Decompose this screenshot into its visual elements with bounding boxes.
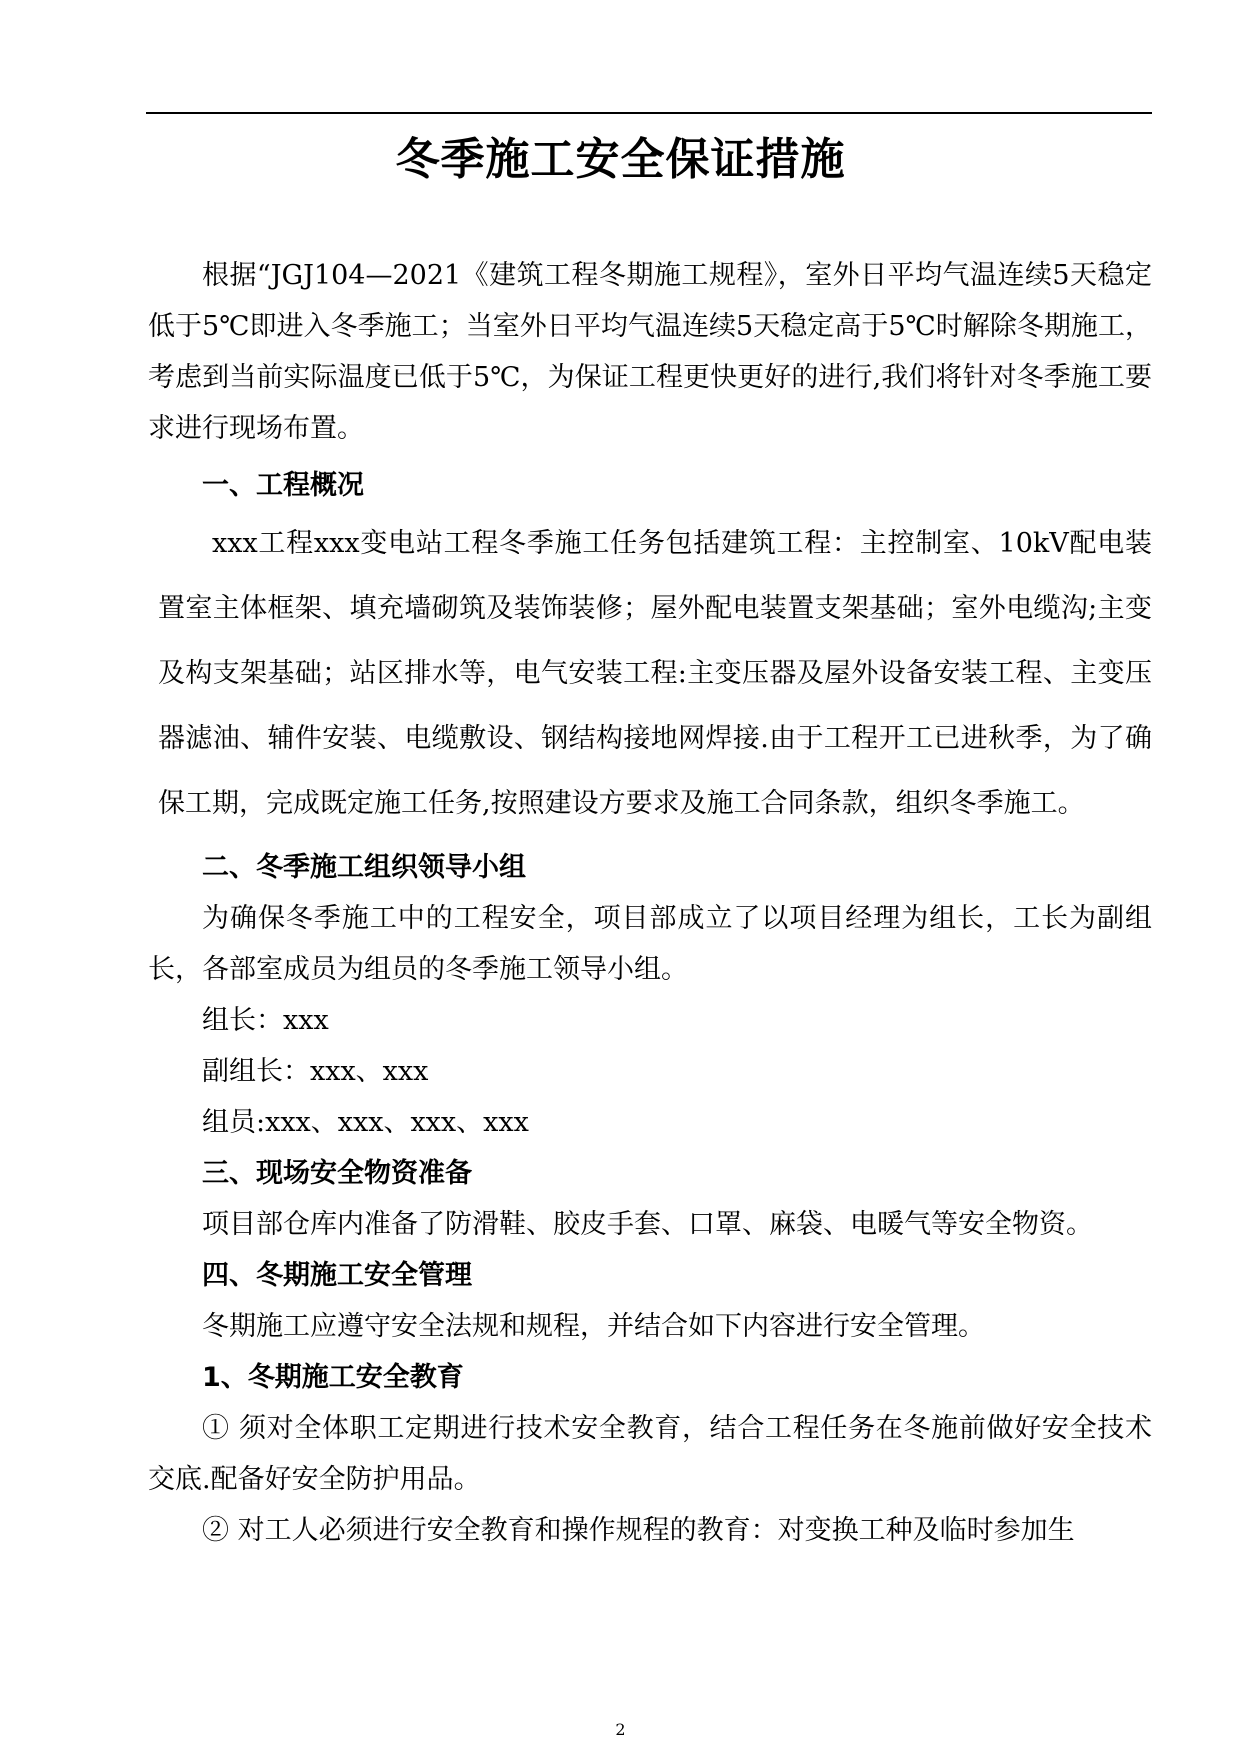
section-2-heading: 二、冬季施工组织领导小组 xyxy=(202,852,526,883)
section-4-paragraph: 冬期施工应遵守安全法规和规程，并结合如下内容进行安全管理。 xyxy=(202,1311,985,1342)
section-3-paragraph: 项目部仓库内准备了防滑鞋、胶皮手套、口罩、麻袋、电暖气等安全物资。 xyxy=(202,1209,1093,1240)
header-rule xyxy=(146,112,1152,114)
section-2-paragraph: 为确保冬季施工中的工程安全，项目部成立了以项目经理为组长，工长为副组长，各部室成员为组员的冬季施工领导小组。 xyxy=(148,903,1152,985)
section-4-heading: 四、冬期施工安全管理 xyxy=(202,1260,472,1291)
section-3-heading: 三、现场安全物资准备 xyxy=(202,1158,472,1189)
document-body xyxy=(148,250,1152,1556)
section-1-paragraph: xxx工程xxx变电站工程冬季施工任务包括建筑工程：主控制室、10kV配电装置室主体框架、填充墙砌筑及装饰装修；屋外配电装置支架基础；室外电缆沟;主变及构支架基础；站区排水等，电气安装工程:主变压器及屋外设备安装工程、主变压器滤油、辅件安装、电缆敷设、钢结构接地网焊接.由于工程开工已进秋季，为了确保工期，完成既定施工任务,按照建设方要求及施工合同条款，组织冬季施工。 xyxy=(158,528,1152,819)
group-leader-line: 组长：xxx xyxy=(202,1005,329,1036)
subsection-4-1-heading: 1、冬期施工安全教育 xyxy=(202,1362,464,1393)
intro-paragraph: 根据“JGJ104—2021《建筑工程冬期施工规程》，室外日平均气温连续5天稳定低于5℃即进入冬季施工；当室外日平均气温连续5天稳定高于5℃时解除冬期施工，考虑到当前实际温度已低于5℃，为保证工程更快更好的进行,我们将针对冬季施工要求进行现场布置。 xyxy=(148,260,1152,444)
education-item-2: ② 对工人必须进行安全教育和操作规程的教育：对变换工种及临时参加生 xyxy=(202,1515,1075,1546)
section-1-body xyxy=(148,511,1152,836)
document-title: 冬季施工安全保证措施 xyxy=(395,134,846,185)
section-1-heading: 一、工程概况 xyxy=(202,470,364,501)
deputy-leader-line: 副组长：xxx、xxx xyxy=(202,1056,429,1087)
members-line: 组员:xxx、xxx、xxx、xxx xyxy=(202,1107,529,1138)
page-number: 2 xyxy=(615,1720,626,1739)
education-item-1: ① 须对全体职工定期进行技术安全教育，结合工程任务在冬施前做好安全技术交底.配备好安全防护用品。 xyxy=(148,1413,1152,1495)
